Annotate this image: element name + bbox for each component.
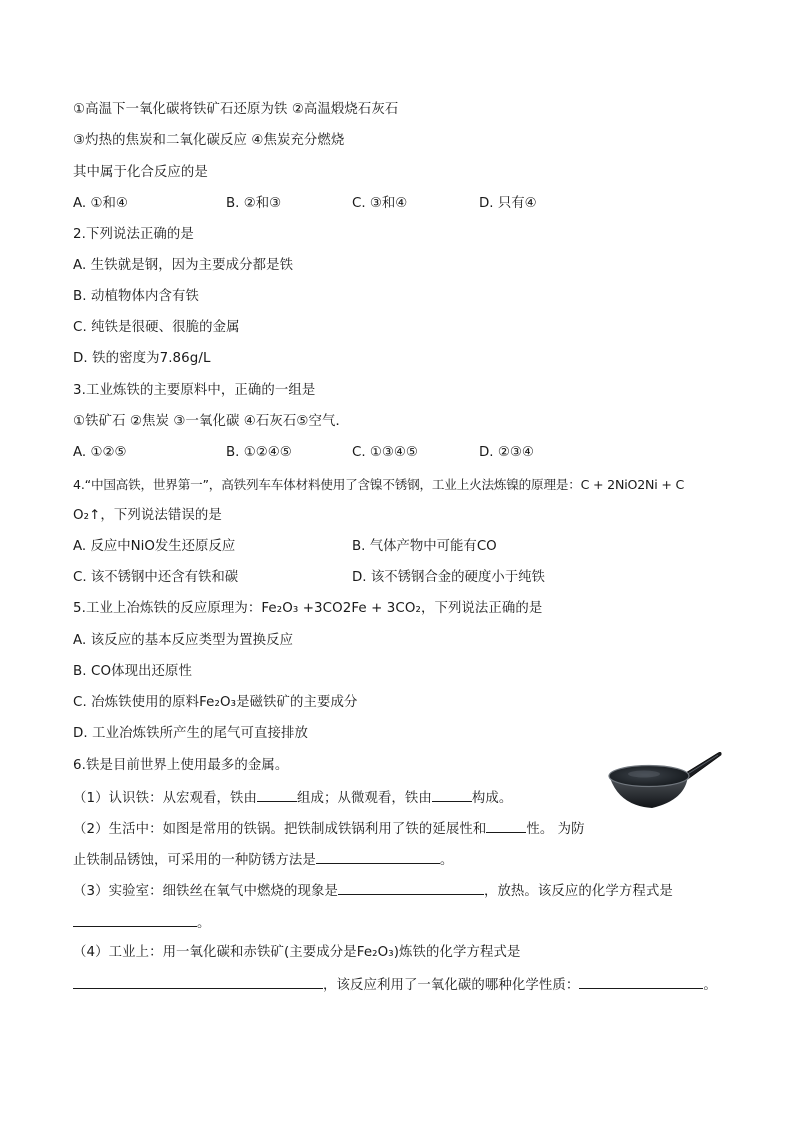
q6-part3-text-a: （3）实验室：细铁丝在氧气中燃烧的现象是	[73, 884, 338, 899]
q1-option-a: A. ①和④	[73, 196, 128, 211]
q6-part1-blank-1[interactable]	[257, 787, 297, 802]
q3-stem: 3.工业炼铁的主要原料中，正确的一组是	[73, 383, 316, 398]
q3-option-b: B. ①②④⑤	[226, 445, 292, 460]
q6-part1-text-c: 构成。	[471, 791, 513, 806]
q4-option-c: C. 该不锈钢中还含有铁和碳	[73, 570, 239, 585]
q6-part3-cont	[73, 912, 211, 934]
q5-option-c: C. 冶炼铁使用的原料Fe₂O₃是磁铁矿的主要成分	[73, 695, 358, 710]
q3-option-a: A. ①②⑤	[73, 445, 127, 460]
q1-option-c: C. ③和④	[352, 196, 408, 211]
q6-part3-blank-2[interactable]	[73, 912, 197, 927]
q6-part1-text-a: （1）认识铁：从宏观看，铁由	[73, 791, 257, 806]
q6-part2-blank-2[interactable]	[316, 849, 440, 864]
q3-items: ①铁矿石 ②焦炭 ③一氧化碳 ④石灰石⑤空气．	[73, 414, 349, 429]
q6-part2-blank-1[interactable]	[486, 818, 526, 833]
q6-part4: （4）工业上：用一氧化碳和赤铁矿(主要成分是Fe₂O₃)炼铁的化学方程式是	[73, 945, 521, 960]
q6-part4-cont-text-b: ，该反应利用了一氧化碳的哪种化学性质：	[323, 978, 580, 993]
q6-part3-cont-text: 。	[197, 916, 211, 931]
q6-part2	[73, 818, 585, 840]
q4-stem-line1: 4.“中国高铁，世界第一”，高铁列车车体材料使用了含镍不锈钢，工业上火法炼镍的原理是：C + 2NiO2Ni + C	[73, 477, 685, 492]
q6-part2-cont	[73, 849, 453, 871]
q6-part4-cont-text-c: 。	[703, 978, 717, 993]
q4-option-d: D. 该不锈钢合金的硬度小于纯铁	[352, 570, 545, 585]
q4-option-b: B. 气体产物中可能有CO	[352, 539, 497, 554]
q2-option-c: C. 纯铁是很硬、很脆的金属	[73, 320, 240, 335]
q3-option-d: D. ②③④	[479, 445, 534, 460]
q6-part4-cont	[73, 974, 717, 996]
q6-part2-text-b: 性。 为防	[526, 822, 585, 837]
q2-stem: 2.下列说法正确的是	[73, 227, 194, 242]
q6-part3	[73, 880, 673, 902]
q2-option-a: A. 生铁就是钢，因为主要成分都是铁	[73, 258, 294, 273]
q6-part1	[73, 787, 512, 809]
q6-part2-cont-text-a: 止铁制品锈蚀，可采用的一种防锈方法是	[73, 853, 316, 868]
q6-part2-cont-text-b: 。	[439, 853, 454, 868]
q6-part1-blank-2[interactable]	[432, 787, 472, 802]
q2-option-b: B. 动植物体内含有铁	[73, 289, 199, 304]
q1-stem: 其中属于化合反应的是	[73, 165, 208, 180]
q1-statement-line1: ①高温下一氧化碳将铁矿石还原为铁 ②高温煅烧石灰石	[73, 102, 399, 117]
q4-option-a: A. 反应中NiO发生还原反应	[73, 539, 236, 554]
q5-option-d: D. 工业冶炼铁所产生的尾气可直接排放	[73, 726, 308, 741]
q1-statement-line2: ③灼热的焦炭和二氧化碳反应 ④焦炭充分燃烧	[73, 133, 345, 148]
q1-option-d: D. 只有④	[479, 196, 537, 211]
q2-option-d: D. 铁的密度为7.86g/L	[73, 351, 211, 366]
q6-part4-blank-1[interactable]	[73, 974, 323, 989]
q4-stem-line2: O₂↑，下列说法错误的是	[73, 508, 222, 523]
q6-part3-text-b: ，放热。该反应的化学方程式是	[483, 884, 673, 899]
q5-option-b: B. CO体现出还原性	[73, 664, 193, 679]
q6-part2-text-a: （2）生活中：如图是常用的铁锅。把铁制成铁锅利用了铁的延展性和	[73, 822, 487, 837]
q6-part1-text-b: 组成；从微观看，铁由	[297, 791, 432, 806]
q6-part3-blank-1[interactable]	[338, 880, 484, 895]
q6-stem: 6.铁是目前世界上使用最多的金属。	[73, 758, 289, 773]
q3-option-c: C. ①③④⑤	[352, 445, 418, 460]
q6-part4-blank-2[interactable]	[579, 974, 703, 989]
q5-option-a: A. 该反应的基本反应类型为置换反应	[73, 633, 294, 648]
q1-option-b: B. ②和③	[226, 196, 282, 211]
wok-icon	[606, 748, 722, 814]
q5-stem: 5.工业上冶炼铁的反应原理为：Fe₂O₃ +3CO2Fe + 3CO₂，下列说法正确的是	[73, 601, 543, 616]
